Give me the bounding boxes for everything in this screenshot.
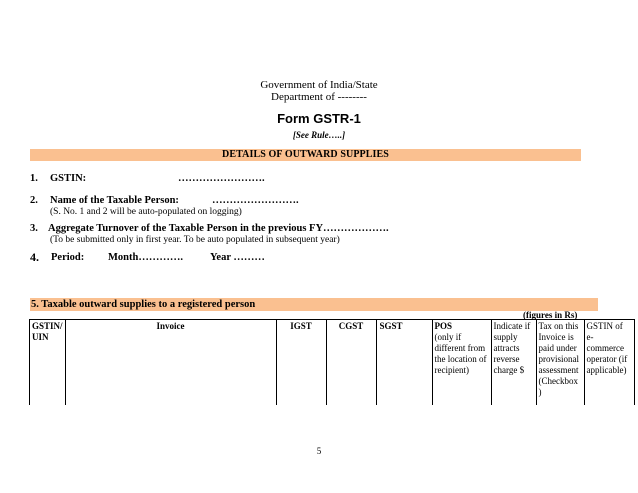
item-4-label: Period: — [51, 252, 85, 263]
gstin-field: ……………………. — [178, 173, 265, 184]
item-3-label: Aggregate Turnover of the Taxable Person in the previous FY………………. — [48, 223, 389, 234]
item-1-number: 1. — [30, 173, 38, 184]
taxable-person-name-field: ……………………. — [212, 195, 299, 206]
page-number: 5 — [316, 446, 322, 456]
column-header: GSTIN/ UIN — [30, 320, 66, 405]
period-month-field: Month…………. — [108, 252, 183, 263]
column-header: Tax on this Invoice is paid under provisional assessment (Checkbox ) — [536, 320, 584, 405]
column-header: Invoice — [65, 320, 276, 405]
item-3-number: 3. — [30, 223, 38, 234]
column-header: Indicate if supply attracts reverse charge $ — [491, 320, 536, 405]
item-2-number: 2. — [30, 195, 38, 206]
column-header: SGST — [376, 320, 432, 405]
column-header: IGST — [276, 320, 326, 405]
column-header: GSTIN of e- commerce operator (if applicable) — [584, 320, 634, 405]
item-2-note: (S. No. 1 and 2 will be auto-populated on logging) — [50, 207, 242, 217]
item-3-note: (To be submitted only in first year. To be auto populated in subsequent year) — [50, 235, 340, 245]
department-line: Department of -------- — [271, 91, 367, 103]
rule-reference: [See Rule…..] — [292, 130, 346, 140]
item-1-label: GSTIN: — [50, 173, 87, 184]
outward-supplies-table — [29, 319, 635, 405]
section-title: DETAILS OF OUTWARD SUPPLIES — [222, 149, 389, 160]
table-header-row — [30, 320, 635, 405]
section-5-band — [30, 298, 598, 311]
column-header: POS (only if different from the location of recipient) — [432, 320, 491, 405]
item-2-label: Name of the Taxable Person: — [50, 195, 179, 206]
form-title: Form GSTR-1 — [277, 111, 361, 126]
period-year-field: Year ……… — [210, 252, 265, 263]
government-line: Government of India/State — [260, 79, 378, 91]
item-4-number: 4. — [30, 250, 39, 264]
figures-note: (figures in Rs) — [523, 310, 578, 320]
section-5-title: 5. Taxable outward supplies to a registered person — [31, 299, 256, 310]
section-title-band — [30, 149, 581, 161]
column-header: CGST — [326, 320, 376, 405]
